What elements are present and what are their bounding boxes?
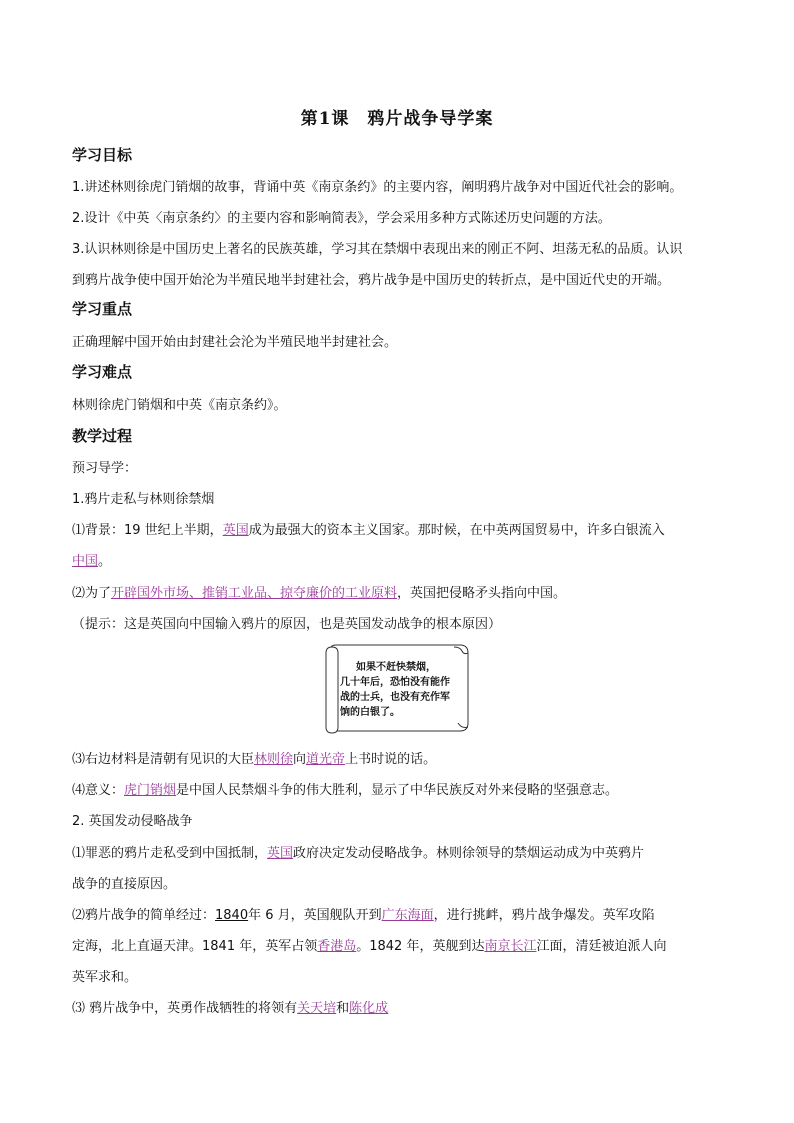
s1-source-line: ⑶右边材料是清朝有见识的大臣林则徐向道光帝上书时说的话。	[72, 752, 437, 767]
lesson-number: 第1课	[300, 109, 350, 129]
s1-significance-line: ⑷意义：虎门销烟是中国人民禁烟斗争的伟大胜利，显示了中华民族反对外来侵略的坚强意志。	[72, 783, 619, 798]
fill-answer: 南京长江	[484, 939, 537, 954]
difficulty-heading: 学习难点	[72, 363, 133, 381]
s2-course-line-3: 英军求和。	[72, 970, 138, 985]
objective-3-cont: 到鸦片战争使中国开始沦为半殖民地半封建社会，鸦片战争是中国历史的转折点，是中国近代史的开端。	[72, 273, 671, 288]
fill-answer: 1840	[215, 908, 249, 923]
s1-background-line-2: 中国。	[72, 554, 112, 569]
fill-answer: 英国	[267, 846, 294, 861]
fill-answer: 英国	[222, 523, 249, 538]
s1-purpose-line: ⑵为了开辟国外市场、推销工业品、掠夺廉价的工业原料，英国把侵略矛头指向中国。	[72, 586, 567, 601]
fill-answer: 关天培	[297, 1001, 337, 1016]
key-point-text: 正确理解中国开始由封建社会沦为半殖民地半封建社会。	[72, 335, 398, 350]
s2-cause-line-2: 战争的直接原因。	[72, 877, 177, 892]
s1-background-line: ⑴背景：19 世纪上半期，英国成为最强大的资本主义国家。那时候，在中英两国贸易中，许多白银流入	[72, 523, 665, 538]
preview-label: 预习导学：	[72, 461, 138, 476]
lesson-name: 鸦片战争导学案	[367, 109, 494, 129]
fill-answer: 陈化成	[349, 1001, 389, 1016]
fill-answer: 香港岛	[317, 939, 357, 954]
fill-answer: 中国	[72, 554, 99, 569]
s2-course-line-2: 定海，北上直逼天津。1841 年，英军占领香港岛。1842 年，英舰到达南京长江江面，清廷被迫派人向	[72, 939, 667, 954]
fill-answer: 林则徐	[254, 752, 294, 767]
page-title	[0, 104, 794, 129]
s1-hint: （提示：这是英国向中国输入鸦片的原因，也是英国发动战争的根本原因）	[72, 617, 502, 632]
objective-2: 2.设计《中英〈南京条约〉的主要内容和影响简表》，学会采用多种方式陈述历史问题的方法。	[72, 211, 611, 226]
scroll-quote: 如果不赶快禁烟， 几十年后，恐怕没有能作 战的士兵，也没有充作军 饷的白银了。	[340, 662, 450, 718]
s2-cause-line: ⑴罪恶的鸦片走私受到中国抵制，英国政府决定发动侵略战争。林则徐领导的禁烟运动成为中英鸦片	[72, 846, 645, 861]
objectives-heading: 学习目标	[72, 146, 133, 164]
s2-generals-line: ⑶ 鸦片战争中，英勇作战牺牲的将领有关天培和陈化成	[72, 1001, 389, 1016]
fill-answer: 开辟国外市场、推销工业品、掠夺廉价的工业原料	[111, 586, 398, 601]
s2-course-line: ⑵鸦片战争的简单经过：1840年 6 月，英国舰队开到广东海面，进行挑衅，鸦片战争爆发。英军攻陷	[72, 908, 655, 923]
difficulty-text: 林则徐虎门销烟和中英《南京条约》。	[72, 398, 287, 413]
fill-answer: 道光帝	[306, 752, 346, 767]
fill-answer: 虎门销烟	[124, 783, 177, 798]
key-point-heading: 学习重点	[72, 300, 133, 318]
section-1-title: 1.鸦片走私与林则徐禁烟	[72, 492, 215, 507]
objective-1: 1.讲述林则徐虎门销烟的故事，背诵中英《南京条约》的主要内容，阐明鸦片战争对中国近代社会的影响。	[72, 180, 683, 195]
section-2-title: 2. 英国发动侵略战争	[72, 814, 193, 829]
process-heading: 教学过程	[72, 427, 133, 445]
objective-3: 3.认识林则徐是中国历史上著名的民族英雄，学习其在禁烟中表现出来的刚正不阿、坦荡无私的品质。认识	[72, 242, 683, 257]
fill-answer: 广东海面	[381, 908, 434, 923]
